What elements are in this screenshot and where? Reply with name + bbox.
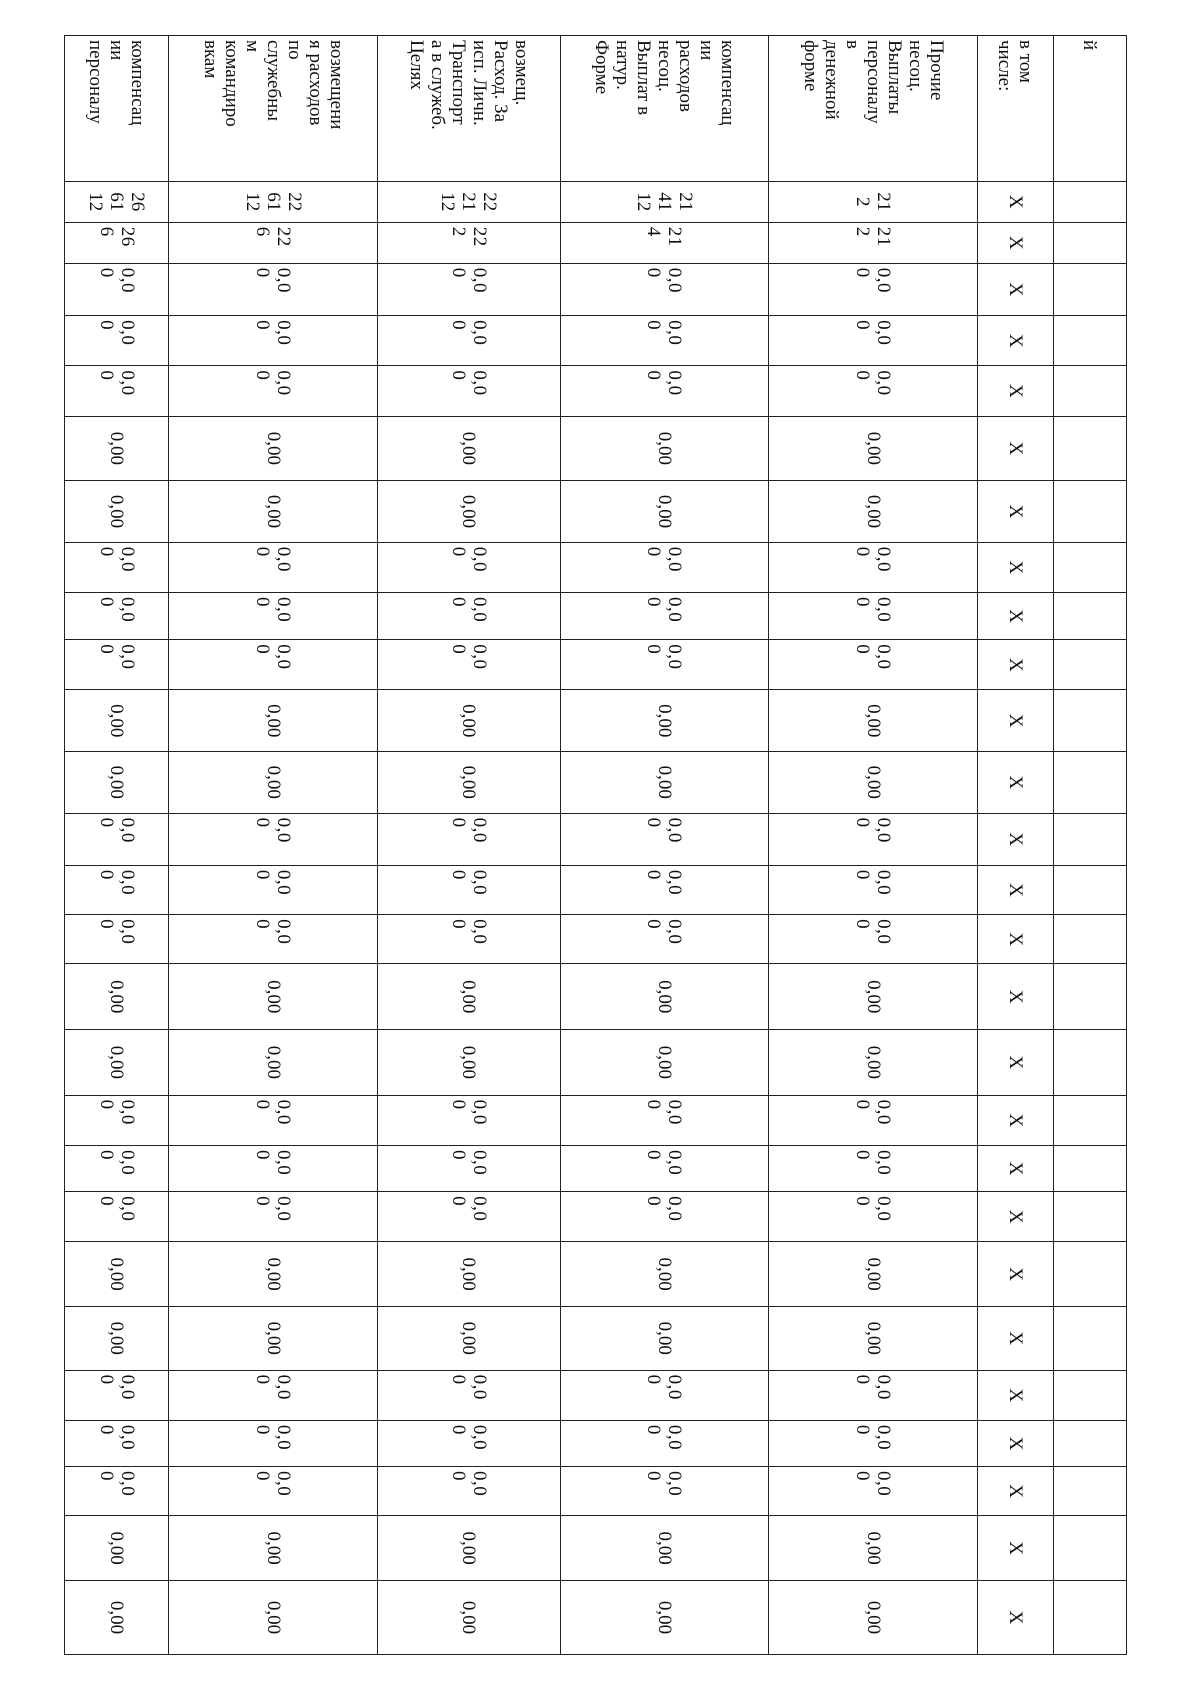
- value-cell: 0,0 0: [169, 1192, 378, 1242]
- value-cell: 0,00: [769, 1580, 978, 1654]
- value-cell: X: [977, 222, 1053, 263]
- value-cell: 0,0 0: [560, 1192, 769, 1242]
- value-cell: 0,0 0: [560, 1095, 769, 1145]
- value-cell: 0,00: [169, 1516, 378, 1581]
- value-cell: 0,00: [378, 690, 561, 752]
- value-cell: 0,00: [769, 752, 978, 814]
- value-cell: 0,00: [560, 1242, 769, 1307]
- value-cell: [1053, 1030, 1126, 1096]
- value-cell: 0,0 0: [378, 915, 561, 964]
- value-cell: [1053, 1467, 1126, 1516]
- value-cell: [1053, 316, 1126, 366]
- value-cell: X: [977, 865, 1053, 914]
- value-cell: 0,0 0: [65, 1095, 169, 1145]
- value-cell: 0,00: [560, 690, 769, 752]
- value-cell: [1053, 1192, 1126, 1242]
- value-cell: 0,0 0: [560, 1467, 769, 1516]
- value-cell: 0,00: [169, 1242, 378, 1307]
- value-cell: 0,0 0: [378, 1145, 561, 1191]
- value-cell: 0,0 0: [378, 593, 561, 640]
- table-row: [769, 36, 978, 1655]
- value-cell: 0,00: [65, 690, 169, 752]
- row-label: компенсац ии расходов несоц. Выплат в натур. Форме: [560, 36, 769, 182]
- value-cell: 0,0 0: [378, 1192, 561, 1242]
- value-cell: 0,00: [169, 1306, 378, 1370]
- value-cell: [1053, 481, 1126, 543]
- value-cell: X: [977, 1467, 1053, 1516]
- value-cell: 0,0 0: [65, 542, 169, 592]
- value-cell: 0,00: [769, 1516, 978, 1581]
- value-cell: 0,0 0: [560, 813, 769, 865]
- value-cell: 0,00: [169, 481, 378, 543]
- value-cell: 21 4: [560, 222, 769, 263]
- value-cell: 0,0 0: [378, 1095, 561, 1145]
- value-cell: 0,00: [560, 416, 769, 481]
- value-cell: 0,0 0: [560, 915, 769, 964]
- value-cell: 0,0 0: [378, 1370, 561, 1420]
- value-cell: [1053, 263, 1126, 315]
- value-cell: 0,00: [769, 1242, 978, 1307]
- value-cell: X: [977, 542, 1053, 592]
- value-cell: X: [977, 416, 1053, 481]
- value-cell: 0,0 0: [378, 542, 561, 592]
- value-cell: 0,0 0: [378, 316, 561, 366]
- value-cell: 0,0 0: [560, 1370, 769, 1420]
- value-cell: 0,0 0: [769, 1145, 978, 1191]
- value-cell: 0,00: [560, 481, 769, 543]
- value-cell: 0,0 0: [769, 1192, 978, 1242]
- value-cell: 0,0 0: [378, 366, 561, 416]
- value-cell: [1053, 865, 1126, 914]
- table-row: [65, 36, 169, 1655]
- value-cell: X: [977, 1580, 1053, 1654]
- value-cell: X: [977, 593, 1053, 640]
- table-row: [1053, 36, 1126, 1655]
- value-cell: 0,0 0: [378, 1467, 561, 1516]
- value-cell: 0,0 0: [378, 263, 561, 315]
- value-cell: 0,0 0: [378, 813, 561, 865]
- value-cell: 0,0 0: [560, 366, 769, 416]
- value-cell: 0,0 0: [769, 640, 978, 690]
- row-label: компенсац ии персоналу: [65, 36, 169, 182]
- value-cell: 0,00: [378, 752, 561, 814]
- value-cell: X: [977, 366, 1053, 416]
- value-cell: 0,0 0: [769, 1420, 978, 1466]
- code-cell: [1053, 181, 1126, 222]
- value-cell: 0,00: [169, 690, 378, 752]
- value-cell: [1053, 1420, 1126, 1466]
- value-cell: 0,00: [560, 1516, 769, 1581]
- row-label: Прочие несоц. Выплаты персоналу в денежной форме: [769, 36, 978, 182]
- value-cell: X: [977, 1242, 1053, 1307]
- value-cell: 0,0 0: [769, 1095, 978, 1145]
- value-cell: [1053, 964, 1126, 1030]
- value-cell: 0,00: [560, 752, 769, 814]
- value-cell: 0,00: [378, 1242, 561, 1307]
- value-cell: 0,00: [378, 964, 561, 1030]
- value-cell: 0,0 0: [560, 1145, 769, 1191]
- value-cell: [1053, 1370, 1126, 1420]
- value-cell: 0,00: [378, 416, 561, 481]
- value-cell: 0,0 0: [65, 1467, 169, 1516]
- value-cell: X: [977, 1095, 1053, 1145]
- value-cell: 26 6: [65, 222, 169, 263]
- value-cell: 0,00: [65, 1516, 169, 1581]
- value-cell: 0,00: [378, 1306, 561, 1370]
- value-cell: 0,0 0: [378, 1420, 561, 1466]
- value-cell: X: [977, 690, 1053, 752]
- value-cell: 0,00: [378, 1580, 561, 1654]
- value-cell: [1053, 640, 1126, 690]
- value-cell: 0,0 0: [769, 865, 978, 914]
- value-cell: X: [977, 915, 1053, 964]
- value-cell: 0,00: [65, 1242, 169, 1307]
- value-cell: 0,0 0: [169, 1145, 378, 1191]
- value-cell: 0,0 0: [169, 915, 378, 964]
- value-cell: [1053, 752, 1126, 814]
- value-cell: 0,0 0: [169, 1420, 378, 1466]
- value-cell: 0,00: [169, 1580, 378, 1654]
- value-cell: 0,0 0: [65, 865, 169, 914]
- value-cell: 0,0 0: [65, 640, 169, 690]
- value-cell: 0,0 0: [169, 1095, 378, 1145]
- value-cell: [1053, 1242, 1126, 1307]
- row-label: возмещ. Расход. За исп. Личн. Транспорт а в служеб. Целях: [378, 36, 561, 182]
- value-cell: 0,0 0: [169, 366, 378, 416]
- value-cell: 0,00: [65, 416, 169, 481]
- value-cell: X: [977, 640, 1053, 690]
- value-cell: 0,0 0: [769, 316, 978, 366]
- value-cell: 0,0 0: [65, 316, 169, 366]
- value-cell: 0,0 0: [65, 593, 169, 640]
- value-cell: X: [977, 752, 1053, 814]
- value-cell: X: [977, 1516, 1053, 1581]
- row-label: й: [1053, 36, 1126, 182]
- value-cell: 21 2: [769, 222, 978, 263]
- value-cell: [1053, 1306, 1126, 1370]
- value-cell: X: [977, 1420, 1053, 1466]
- table-row: [977, 36, 1053, 1655]
- value-cell: 0,0 0: [378, 865, 561, 914]
- value-cell: [1053, 542, 1126, 592]
- value-cell: 0,00: [169, 752, 378, 814]
- value-cell: [1053, 593, 1126, 640]
- value-cell: 0,0 0: [560, 593, 769, 640]
- value-cell: 0,0 0: [560, 263, 769, 315]
- value-cell: X: [977, 1192, 1053, 1242]
- value-cell: 0,0 0: [769, 1370, 978, 1420]
- code-cell: 21 41 12: [560, 181, 769, 222]
- value-cell: [1053, 915, 1126, 964]
- row-label: возмещени я расходов по служебны м командиро вкам: [169, 36, 378, 182]
- value-cell: 0,0 0: [65, 1370, 169, 1420]
- value-cell: X: [977, 316, 1053, 366]
- value-cell: 0,00: [65, 964, 169, 1030]
- value-cell: 0,0 0: [169, 1467, 378, 1516]
- financial-table: [64, 35, 1127, 1655]
- value-cell: 0,0 0: [769, 593, 978, 640]
- value-cell: X: [977, 481, 1053, 543]
- value-cell: 0,00: [378, 481, 561, 543]
- value-cell: 0,00: [65, 481, 169, 543]
- value-cell: X: [977, 1370, 1053, 1420]
- value-cell: X: [977, 1306, 1053, 1370]
- value-cell: 0,00: [65, 1580, 169, 1654]
- code-cell: 22 21 12: [378, 181, 561, 222]
- code-cell: 21 2: [769, 181, 978, 222]
- value-cell: 0,0 0: [378, 640, 561, 690]
- value-cell: 0,0 0: [169, 813, 378, 865]
- value-cell: 0,00: [769, 1306, 978, 1370]
- value-cell: 0,0 0: [65, 1145, 169, 1191]
- value-cell: 0,0 0: [769, 1467, 978, 1516]
- value-cell: 0,0 0: [65, 263, 169, 315]
- value-cell: 0,00: [769, 416, 978, 481]
- table-row: [560, 36, 769, 1655]
- value-cell: 22 6: [169, 222, 378, 263]
- row-label: в том числе:: [977, 36, 1053, 182]
- value-cell: 0,00: [560, 964, 769, 1030]
- value-cell: 0,0 0: [169, 593, 378, 640]
- value-cell: 0,0 0: [560, 1420, 769, 1466]
- value-cell: 0,00: [169, 1030, 378, 1096]
- value-cell: 0,00: [560, 1580, 769, 1654]
- value-cell: 0,0 0: [65, 1192, 169, 1242]
- value-cell: [1053, 690, 1126, 752]
- value-cell: 0,0 0: [560, 865, 769, 914]
- value-cell: 0,00: [65, 1306, 169, 1370]
- value-cell: 0,0 0: [65, 915, 169, 964]
- value-cell: [1053, 1095, 1126, 1145]
- value-cell: [1053, 1580, 1126, 1654]
- value-cell: [1053, 222, 1126, 263]
- code-cell: 22 61 12: [169, 181, 378, 222]
- value-cell: X: [977, 1030, 1053, 1096]
- value-cell: 0,0 0: [769, 542, 978, 592]
- value-cell: 0,0 0: [169, 263, 378, 315]
- value-cell: 0,00: [378, 1030, 561, 1096]
- value-cell: X: [977, 263, 1053, 315]
- rotated-table-container: [64, 35, 1127, 1655]
- value-cell: 0,0 0: [65, 366, 169, 416]
- value-cell: 0,0 0: [169, 1370, 378, 1420]
- value-cell: [1053, 366, 1126, 416]
- value-cell: 0,0 0: [769, 813, 978, 865]
- value-cell: 0,00: [65, 752, 169, 814]
- value-cell: 0,00: [169, 416, 378, 481]
- value-cell: 0,0 0: [560, 640, 769, 690]
- value-cell: 0,0 0: [65, 1420, 169, 1466]
- value-cell: 0,0 0: [169, 542, 378, 592]
- value-cell: 0,0 0: [560, 542, 769, 592]
- value-cell: 0,0 0: [560, 316, 769, 366]
- value-cell: 0,0 0: [769, 915, 978, 964]
- table-row: [378, 36, 561, 1655]
- value-cell: 0,00: [769, 690, 978, 752]
- value-cell: X: [977, 813, 1053, 865]
- value-cell: 0,00: [378, 1516, 561, 1581]
- value-cell: 0,00: [560, 1030, 769, 1096]
- value-cell: 22 2: [378, 222, 561, 263]
- value-cell: 0,00: [169, 964, 378, 1030]
- value-cell: X: [977, 1145, 1053, 1191]
- value-cell: 0,0 0: [169, 865, 378, 914]
- value-cell: 0,0 0: [769, 263, 978, 315]
- code-cell: 26 61 12: [65, 181, 169, 222]
- value-cell: [1053, 416, 1126, 481]
- value-cell: 0,0 0: [169, 640, 378, 690]
- value-cell: 0,00: [769, 1030, 978, 1096]
- value-cell: [1053, 813, 1126, 865]
- value-cell: X: [977, 964, 1053, 1030]
- code-cell: X: [977, 181, 1053, 222]
- value-cell: 0,0 0: [769, 366, 978, 416]
- value-cell: 0,00: [65, 1030, 169, 1096]
- table-row: [169, 36, 378, 1655]
- value-cell: 0,00: [769, 964, 978, 1030]
- value-cell: [1053, 1516, 1126, 1581]
- value-cell: [1053, 1145, 1126, 1191]
- value-cell: 0,0 0: [65, 813, 169, 865]
- value-cell: 0,00: [769, 481, 978, 543]
- value-cell: 0,0 0: [169, 316, 378, 366]
- value-cell: 0,00: [560, 1306, 769, 1370]
